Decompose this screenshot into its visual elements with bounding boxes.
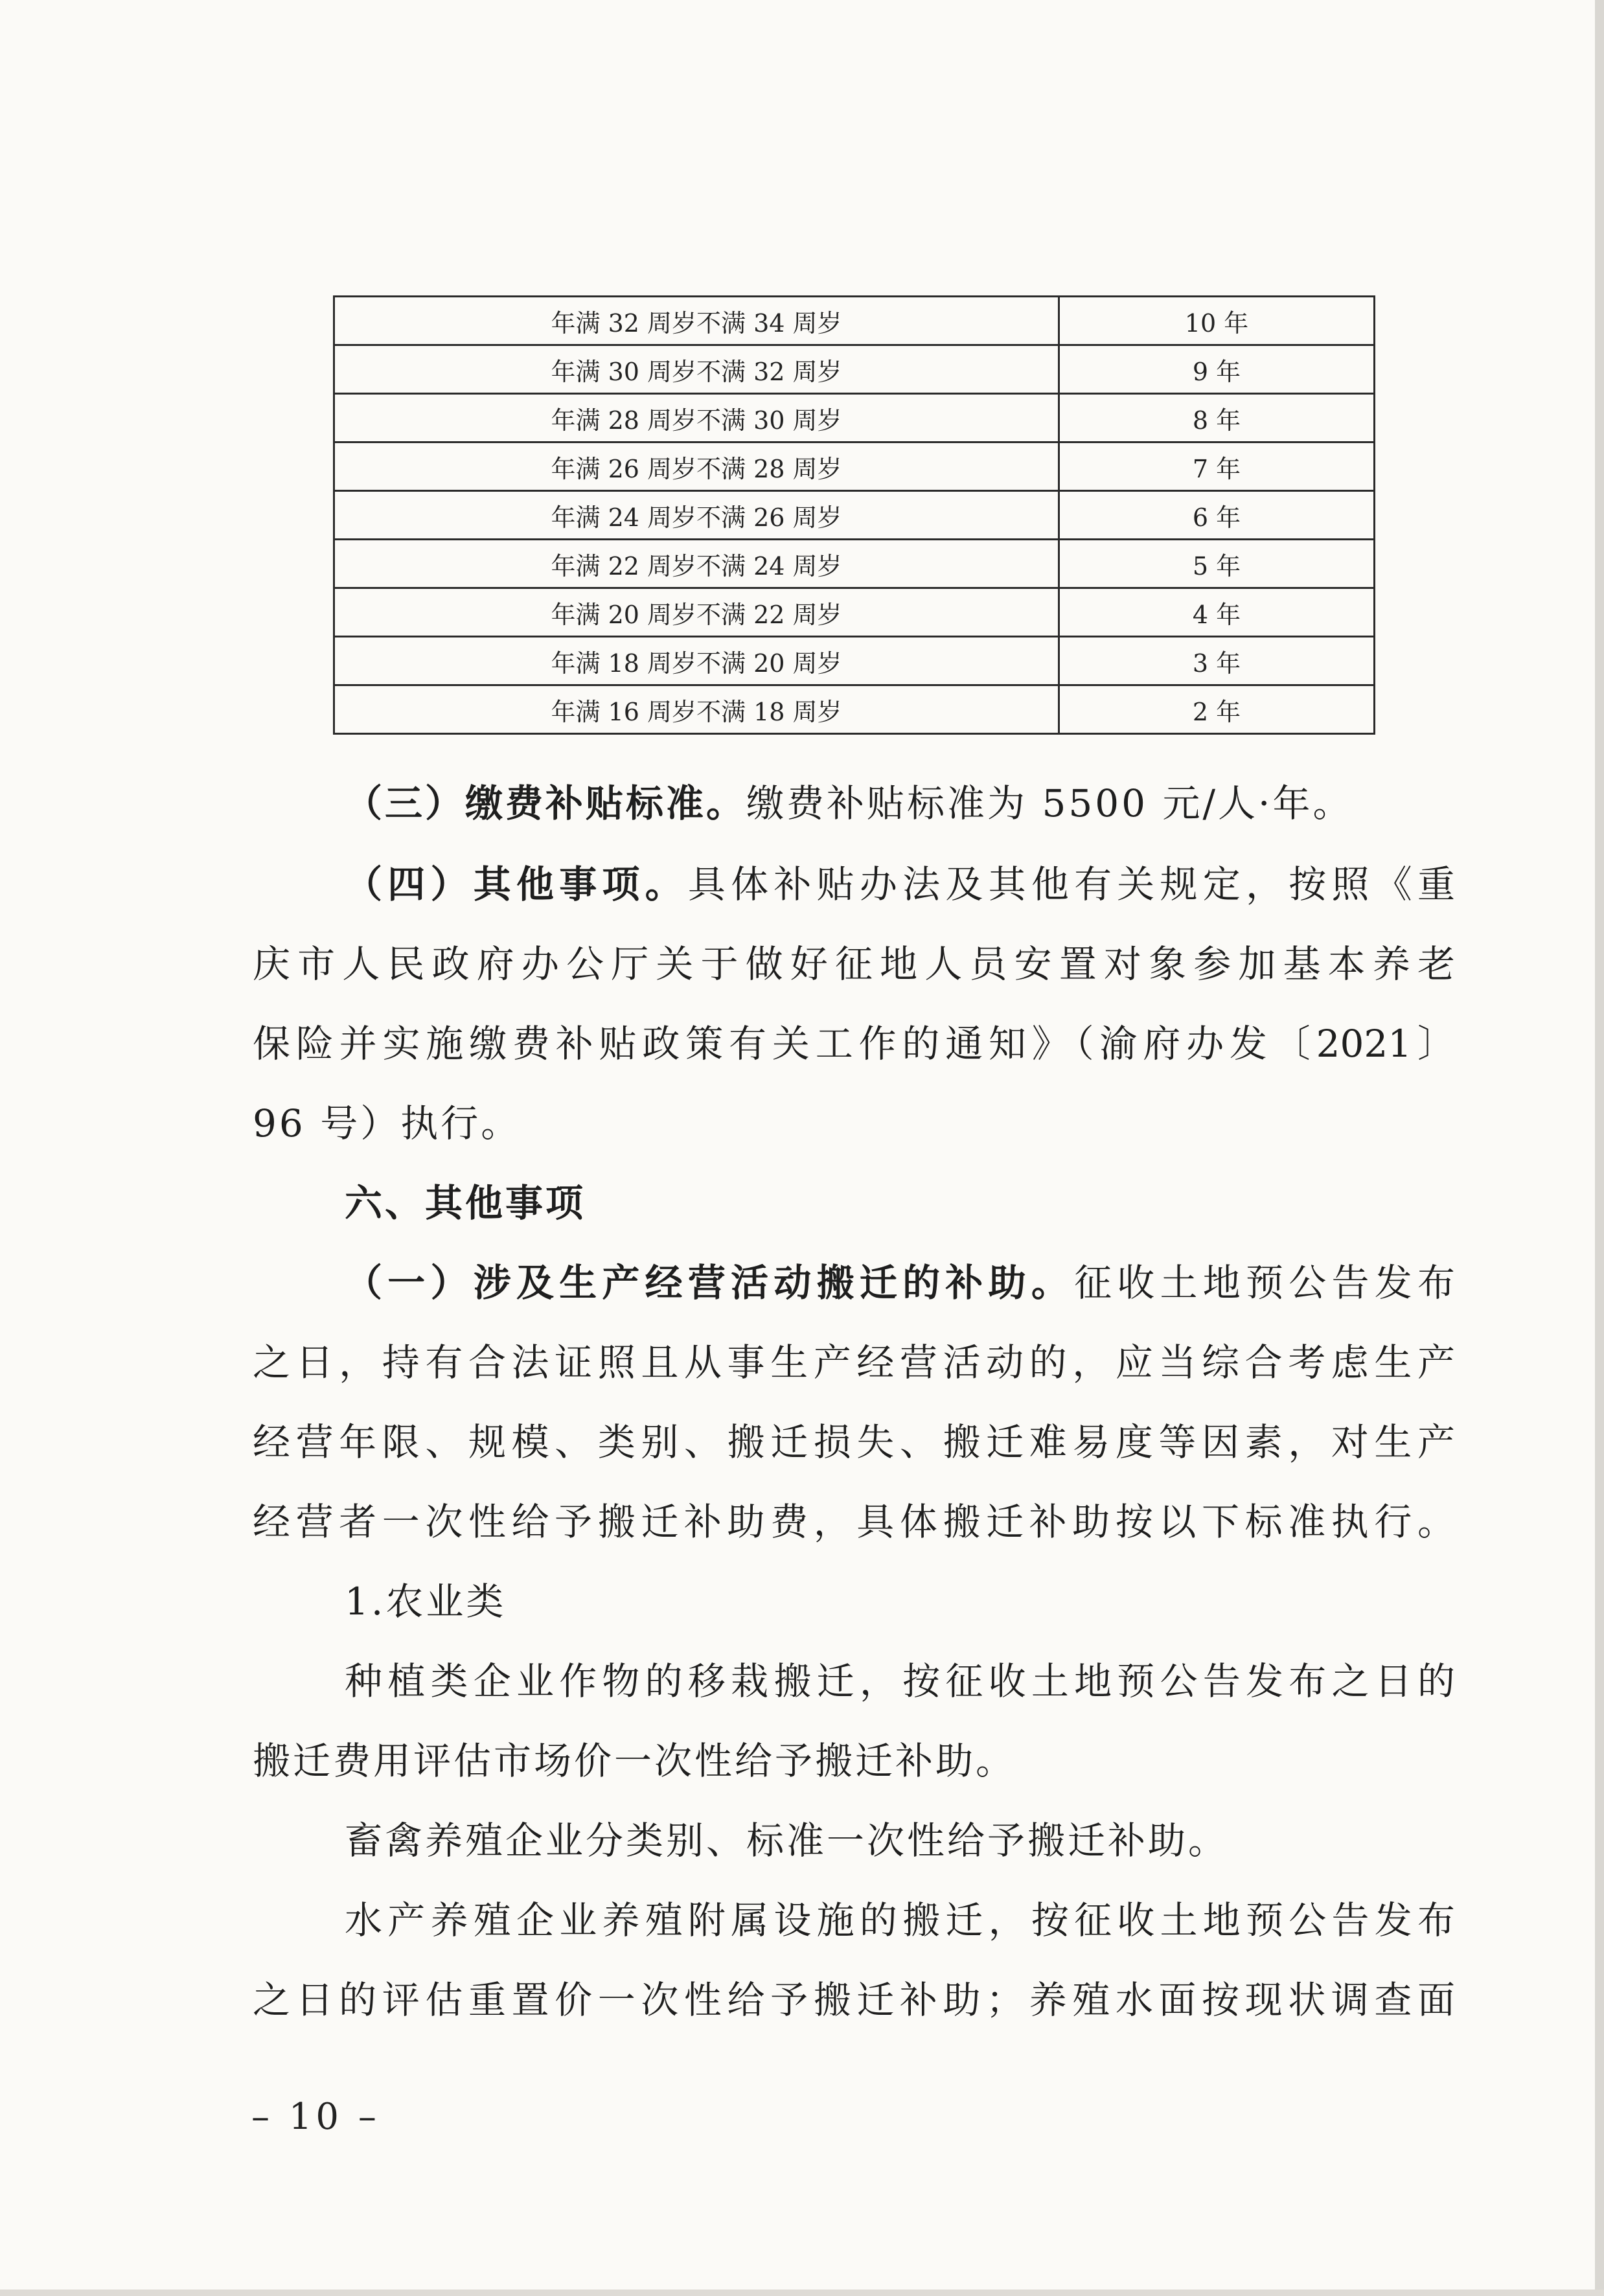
years-cell: 2 年 (1059, 685, 1375, 734)
age-subsidy-table (333, 295, 1375, 735)
subsection1-line3: 经营年限、规模、类别、搬迁损失、搬迁难易度等因素，对生产 (253, 1420, 1455, 1464)
table-body (334, 297, 1375, 734)
section3-text: 缴费补贴标准为 5500 元/人·年。 (746, 781, 1353, 825)
agriculture-p1-line1: 种植类企业作物的移栽搬迁，按征收土地预公告发布之日的 (345, 1659, 1455, 1703)
subsection1-heading: （一）涉及生产经营活动搬迁的补助。 (345, 1261, 1075, 1305)
age-range-cell: 年满 18 周岁不满 20 周岁 (334, 637, 1059, 685)
subsection1-line1 (345, 1250, 1455, 1315)
table-row (334, 297, 1375, 345)
age-range-cell: 年满 24 周岁不满 26 周岁 (334, 491, 1059, 540)
page-number: – 10 – (251, 2096, 380, 2138)
section4-heading: （四）其他事项。 (345, 862, 688, 906)
section3-line (345, 771, 1353, 836)
table-row (334, 540, 1375, 588)
section4-line1 (345, 852, 1455, 917)
years-cell: 7 年 (1059, 442, 1375, 491)
subsection1-line2: 之日，持有合法证照且从事生产经营活动的，应当综合考虑生产 (253, 1340, 1455, 1384)
years-cell: 10 年 (1059, 297, 1375, 345)
table-row (334, 491, 1375, 540)
section4-line4: 96 号）执行。 (253, 1101, 521, 1145)
section4-text-1: 具体补贴办法及其他有关规定，按照《重 (687, 862, 1455, 906)
agriculture-p1-line2: 搬迁费用评估市场价一次性给予搬迁补助。 (253, 1739, 1016, 1783)
section4-line2: 庆市人民政府办公厅关于做好征地人员安置对象参加基本养老 (253, 942, 1455, 986)
section6-heading: 六、其他事项 (345, 1181, 586, 1225)
page-edge (1595, 0, 1604, 2296)
agriculture-p2: 畜禽养殖企业分类别、标准一次性给予搬迁补助。 (345, 1819, 1229, 1863)
page-bottom-edge (0, 2290, 1604, 2296)
agriculture-p3-line2: 之日的评估重置价一次性给予搬迁补助；养殖水面按现状调查面 (253, 1978, 1455, 2022)
years-cell: 3 年 (1059, 637, 1375, 685)
table-row (334, 637, 1375, 685)
age-range-cell: 年满 26 周岁不满 28 周岁 (334, 442, 1059, 491)
age-range-cell: 年满 20 周岁不满 22 周岁 (334, 588, 1059, 637)
table-row (334, 588, 1375, 637)
agriculture-p3-line1: 水产养殖企业养殖附属设施的搬迁，按征收土地预公告发布 (345, 1898, 1455, 1942)
years-cell: 4 年 (1059, 588, 1375, 637)
table-row (334, 685, 1375, 734)
years-cell: 8 年 (1059, 394, 1375, 442)
section3-heading: （三）缴费补贴标准。 (345, 781, 747, 825)
table-row (334, 345, 1375, 394)
years-cell: 6 年 (1059, 491, 1375, 540)
table-row (334, 442, 1375, 491)
age-range-cell: 年满 32 周岁不满 34 周岁 (334, 297, 1059, 345)
age-range-cell: 年满 28 周岁不满 30 周岁 (334, 394, 1059, 442)
subsection1-text-1: 征收土地预公告发布 (1074, 1261, 1455, 1305)
years-cell: 5 年 (1059, 540, 1375, 588)
years-cell: 9 年 (1059, 345, 1375, 394)
age-range-cell: 年满 22 周岁不满 24 周岁 (334, 540, 1059, 588)
subsection1-line4: 经营者一次性给予搬迁补助费，具体搬迁补助按以下标准执行。 (253, 1500, 1455, 1544)
age-range-cell: 年满 16 周岁不满 18 周岁 (334, 685, 1059, 734)
section4-line3: 保险并实施缴费补贴政策有关工作的通知》（渝府办发〔2021〕 (253, 1022, 1455, 1066)
agriculture-heading: 1.农业类 (345, 1579, 507, 1624)
table-row (334, 394, 1375, 442)
age-range-cell: 年满 30 周岁不满 32 周岁 (334, 345, 1059, 394)
